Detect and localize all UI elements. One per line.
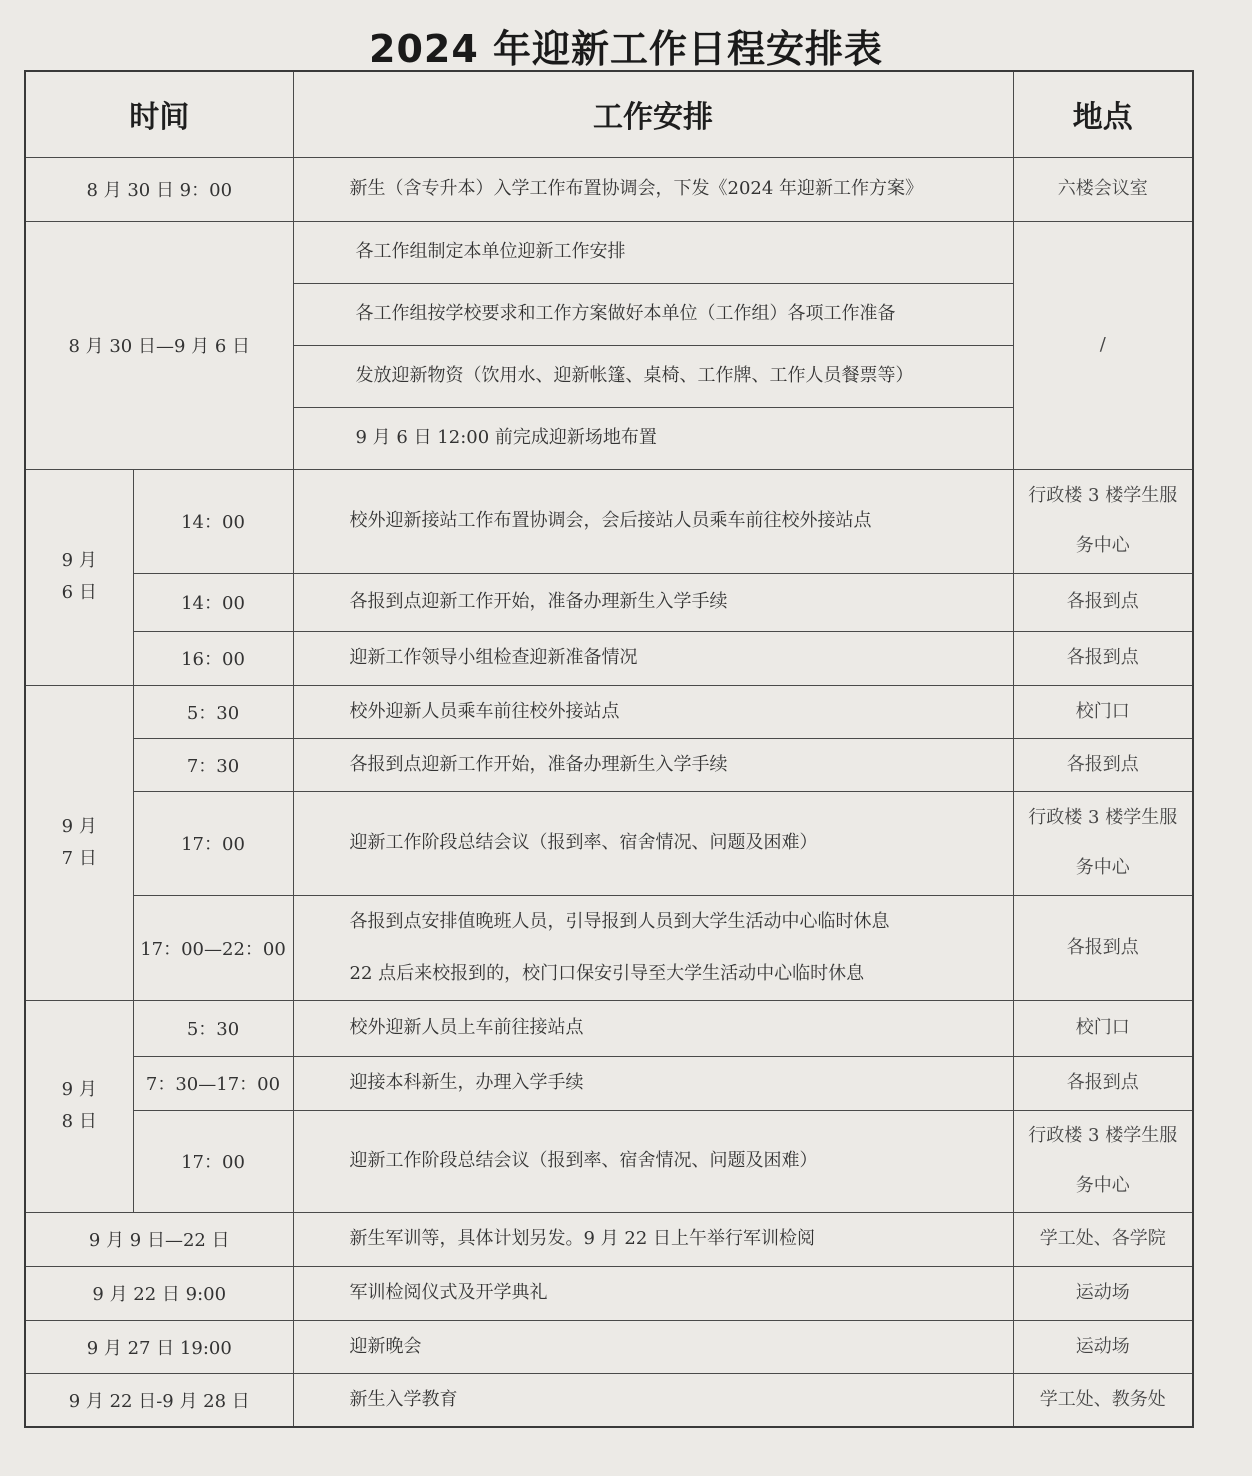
work-cell: 各报到点迎新工作开始，准备办理新生入学手续 [293, 573, 1013, 631]
work-cell: 迎接本科新生，办理入学手续 [293, 1056, 1013, 1110]
day-cell [25, 469, 133, 685]
place-cell: 校门口 [1013, 1000, 1193, 1056]
day-month: 9 月 [61, 550, 97, 571]
place-cell: 校门口 [1013, 685, 1193, 738]
table-row [25, 1373, 1193, 1427]
work-cell: 各工作组按学校要求和工作方案做好本单位（工作组）各项工作准备 [293, 283, 1013, 345]
time-cell: 5：30 [133, 685, 293, 738]
time-cell: 8 月 30 日 9：00 [25, 157, 293, 221]
table-row [25, 1266, 1193, 1320]
place-line: 行政楼 3 楼学生服 [1028, 1125, 1178, 1146]
place-line: 行政楼 3 楼学生服 [1028, 485, 1178, 506]
work-cell: 各工作组制定本单位迎新工作安排 [293, 221, 1013, 283]
day-date: 6 日 [61, 582, 97, 603]
time-cell: 14：00 [133, 469, 293, 573]
work-cell: 校外迎新接站工作布置协调会，会后接站人员乘车前往校外接站点 [293, 469, 1013, 573]
place-line: 务中心 [1075, 857, 1130, 878]
time-cell: 7：30—17：00 [133, 1056, 293, 1110]
work-cell: 迎新工作阶段总结会议（报到率、宿舍情况、问题及困难） [293, 791, 1013, 895]
work-cell [293, 895, 1013, 1000]
table-row [25, 685, 1193, 738]
place-cell: 运动场 [1013, 1320, 1193, 1373]
table-row [25, 1212, 1193, 1266]
place-cell: 各报到点 [1013, 631, 1193, 685]
work-cell: 军训检阅仪式及开学典礼 [293, 1266, 1013, 1320]
table-row [25, 791, 1193, 895]
table-row [25, 1110, 1193, 1212]
place-cell: 各报到点 [1013, 738, 1193, 791]
work-cell: 新生入学教育 [293, 1373, 1013, 1427]
day-month: 9 月 [61, 1079, 97, 1100]
place-cell: 六楼会议室 [1013, 157, 1193, 221]
work-cell: 9 月 6 日 12:00 前完成迎新场地布置 [293, 407, 1013, 469]
place-cell: 各报到点 [1013, 1056, 1193, 1110]
place-cell: 学工处、教务处 [1013, 1373, 1193, 1427]
time-cell: 17：00 [133, 1110, 293, 1212]
place-cell: 学工处、各学院 [1013, 1212, 1193, 1266]
day-month: 9 月 [61, 815, 97, 837]
work-cell: 新生军训等，具体计划另发。9 月 22 日上午举行军训检阅 [293, 1212, 1013, 1266]
place-line: 务中心 [1075, 535, 1130, 556]
work-cell: 迎新工作领导小组检查迎新准备情况 [293, 631, 1013, 685]
table-row [25, 1000, 1193, 1056]
place-line: 行政楼 3 楼学生服 [1028, 807, 1178, 828]
place-cell: / [1013, 221, 1193, 469]
place-line: 务中心 [1075, 1175, 1130, 1196]
place-cell [1013, 1110, 1193, 1212]
work-cell: 校外迎新人员上车前往接站点 [293, 1000, 1013, 1056]
table-row [25, 738, 1193, 791]
table-row [25, 631, 1193, 685]
header-time: 时间 [25, 71, 293, 157]
work-cell: 迎新工作阶段总结会议（报到率、宿舍情况、问题及困难） [293, 1110, 1013, 1212]
time-cell: 17：00 [133, 791, 293, 895]
day-cell [25, 1000, 133, 1212]
day-cell [25, 685, 133, 1000]
work-cell: 新生（含专升本）入学工作布置协调会，下发《2024 年迎新工作方案》 [293, 157, 1013, 221]
page-title: 2024 年迎新工作日程安排表 [369, 27, 883, 71]
time-cell: 9 月 9 日—22 日 [25, 1212, 293, 1266]
table-row [25, 221, 1193, 283]
work-cell: 发放迎新物资（饮用水、迎新帐篷、桌椅、工作牌、工作人员餐票等） [293, 345, 1013, 407]
place-cell: 各报到点 [1013, 895, 1193, 1000]
table-row [25, 469, 1193, 573]
time-cell: 16：00 [133, 631, 293, 685]
work-line: 各报到点安排值晚班人员，引导报到人员到大学生活动中心临时休息 [349, 910, 890, 932]
work-cell: 迎新晚会 [293, 1320, 1013, 1373]
place-cell [1013, 469, 1193, 573]
table-row [25, 1320, 1193, 1373]
work-cell: 校外迎新人员乘车前往校外接站点 [293, 685, 1013, 738]
time-cell: 9 月 22 日 9:00 [25, 1266, 293, 1320]
table-row [25, 1056, 1193, 1110]
time-cell: 7：30 [133, 738, 293, 791]
time-cell: 8 月 30 日—9 月 6 日 [25, 221, 293, 469]
time-cell: 5：30 [133, 1000, 293, 1056]
time-cell: 9 月 27 日 19:00 [25, 1320, 293, 1373]
table-row [25, 573, 1193, 631]
table-row [25, 157, 1193, 221]
place-cell [1013, 791, 1193, 895]
place-cell: 各报到点 [1013, 573, 1193, 631]
time-cell: 17：00—22：00 [133, 895, 293, 1000]
header-row [25, 71, 1193, 157]
place-cell: 运动场 [1013, 1266, 1193, 1320]
time-cell: 9 月 22 日-9 月 28 日 [25, 1373, 293, 1427]
time-cell: 14：00 [133, 573, 293, 631]
day-date: 8 日 [61, 1111, 97, 1132]
schedule-table [24, 70, 1194, 1428]
header-work: 工作安排 [293, 71, 1013, 157]
work-cell: 各报到点迎新工作开始，准备办理新生入学手续 [293, 738, 1013, 791]
day-date: 7 日 [61, 847, 97, 869]
header-place: 地点 [1013, 71, 1193, 157]
work-line: 22 点后来校报到的，校门口保安引导至大学生活动中心临时休息 [349, 962, 865, 984]
table-row [25, 895, 1193, 1000]
